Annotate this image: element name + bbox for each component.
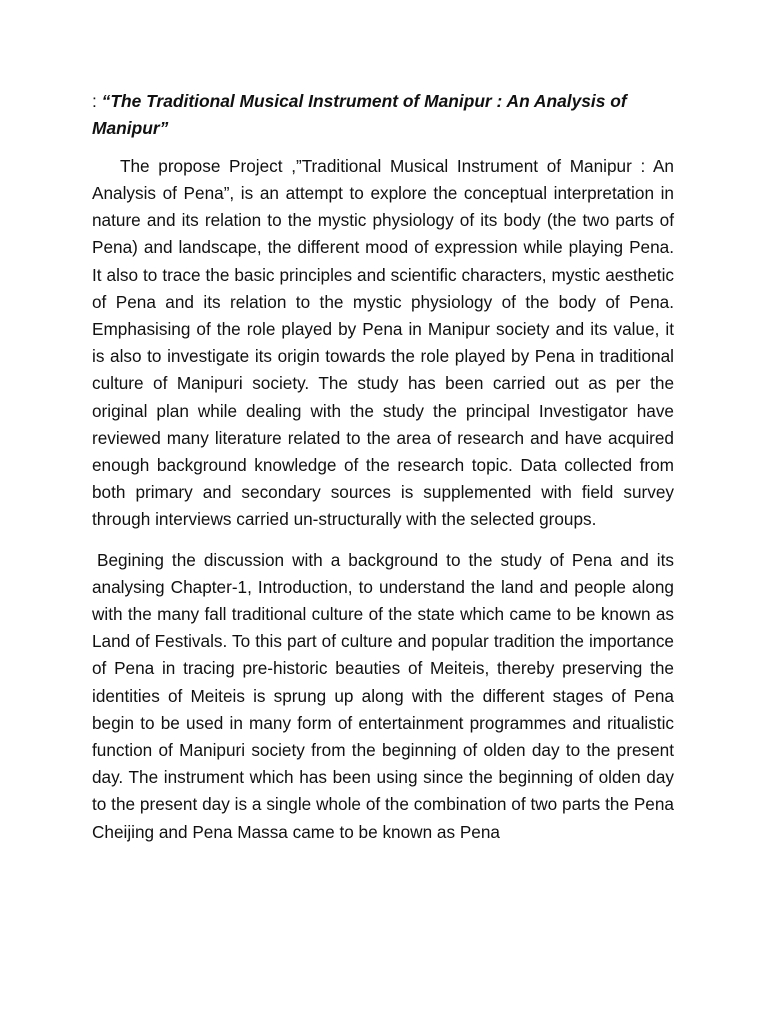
document-title bbox=[92, 88, 674, 143]
paragraph-2: Begining the discussion with a background to the study of Pena and its analysing Chapter-1, Introduction, to understand the land and people along with the many fall traditional culture of the state which came to be known as Land of Festivals. To this part of culture and popular tradition the importance of Pena in tracing pre-historic beauties of Meiteis, thereby preserving the identities of Meiteis is sprung up along with the different stages of Pena begin to be used in many form of entertainment programmes and ritualistic function of Manipuri society from the beginning of olden day to the present day. The instrument which has been using since the beginning of olden day to the present day is a single whole of the combination of two parts the Pena Cheijing and Pena Massa came to be known as Pena bbox=[92, 549, 674, 842]
paragraph-1: The propose Project ,”Traditional Musical Instrument of Manipur : An Analysis of Pena”, is an attempt to explore the conceptual interpretation in nature and its relation to the mystic physiology of its body (the two parts of Pena) and landscape, the different mood of expression while playing Pena. It also to trace the basic principles and scientific characters, mystic aesthetic of Pena and its relation to the mystic physiology of the body of Pena. Emphasising of the role played by Pena in Manipur society and its value, it is also to investigate its origin towards the role played by Pena in traditional culture of Manipuri society. The study has been carried out as per the original plan while dealing with the study the principal Investigator have reviewed many literature related to the area of research and have acquired enough background knowledge of the research topic. Data collected from both primary and secondary sources is supplemented with field survey through interviews carried un-structurally with the selected groups. bbox=[92, 155, 674, 530]
title-text: “The Traditional Musical Instrument of Manipur : An Analysis of Manipur” bbox=[92, 91, 627, 139]
document-page bbox=[92, 88, 674, 846]
title-prefix: : bbox=[92, 91, 102, 111]
